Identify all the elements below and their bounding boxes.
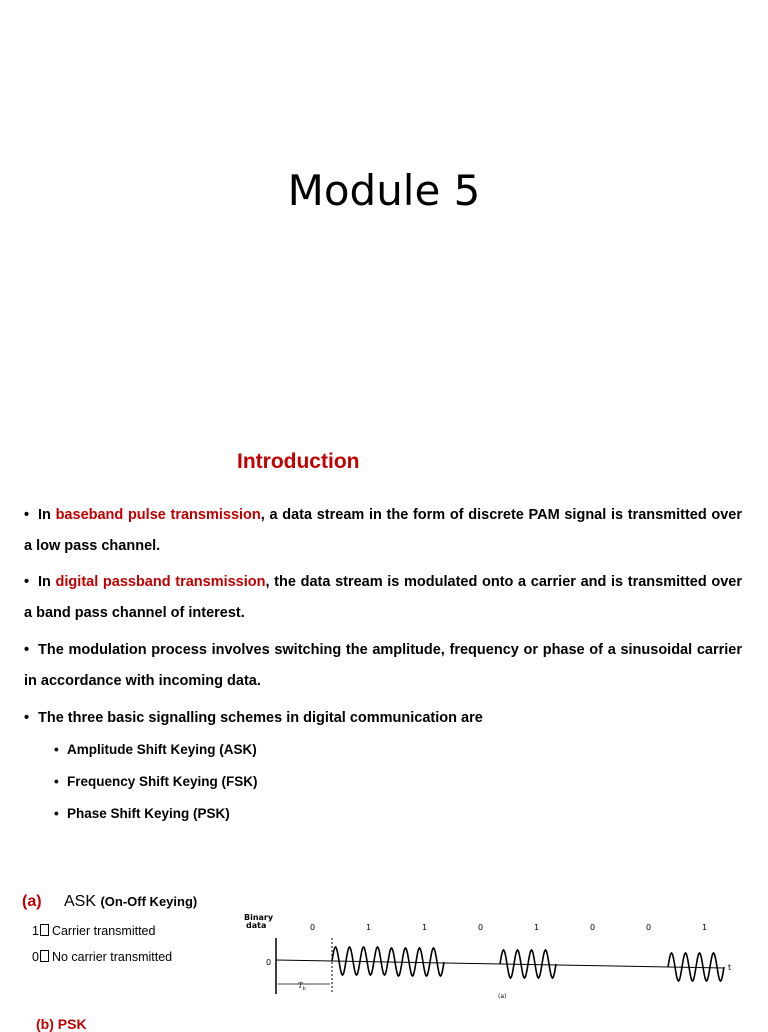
rule-text: No carrier transmitted xyxy=(51,950,173,964)
bullet-text: , the data stream is modulated onto a carrier and is transmitted over a band pass channel of interest. xyxy=(24,574,743,621)
next-section-heading: (b) PSK xyxy=(36,1016,87,1032)
scheme-label: Frequency Shift Keying (FSK) xyxy=(67,774,258,789)
highlight-term: baseband pulse transmission xyxy=(55,507,261,523)
bullet-dot: • xyxy=(24,642,30,658)
bit-labels xyxy=(310,923,707,932)
bit-label: 0 xyxy=(478,923,484,932)
ask-subtitle: (On-Off Keying) xyxy=(100,894,198,909)
bullet-dot: • xyxy=(24,574,30,590)
bullet-dot: • xyxy=(54,742,59,757)
carrier-bursts xyxy=(332,947,724,981)
ask-waveform-diagram xyxy=(236,908,736,1004)
bullet-text: In xyxy=(38,507,56,523)
ask-name: ASK xyxy=(64,893,97,910)
bullet-dot: • xyxy=(54,806,59,821)
ask-heading xyxy=(64,893,197,911)
diagram-ylabel-2: data xyxy=(246,921,267,930)
zero-label: 0 xyxy=(266,958,272,967)
arrow-placeholder-icon xyxy=(40,950,49,962)
bit-label: 0 xyxy=(590,923,596,932)
bullet-dot: • xyxy=(24,710,30,726)
bullet-modulation xyxy=(24,635,742,697)
ask-rule-2 xyxy=(32,950,172,964)
rule-text: Carrier transmitted xyxy=(51,924,156,938)
page-title: Module 5 xyxy=(287,166,481,215)
scheme-item xyxy=(54,804,230,824)
scheme-label: Amplitude Shift Keying (ASK) xyxy=(67,742,257,757)
bullet-text: The three basic signalling schemes in digital communication are xyxy=(38,710,483,726)
scheme-item xyxy=(54,772,258,792)
bullet-text: , a data stream in the form of discrete PAM signal is transmitted over a low pass channel. xyxy=(24,507,742,554)
bullet-passband xyxy=(24,567,742,629)
bullet-baseband xyxy=(24,500,742,562)
ask-letter: (a) xyxy=(22,893,42,910)
diagram-ylabel: Binary data xyxy=(244,913,274,930)
bullet-dot: • xyxy=(24,507,30,523)
bit-label: 1 xyxy=(702,923,708,932)
ask-rule-1 xyxy=(32,924,155,938)
highlight-term: digital passband transmission xyxy=(55,574,266,590)
bullet-dot: • xyxy=(54,774,59,789)
bit-label: 1 xyxy=(534,923,540,932)
bit-label: 1 xyxy=(366,923,372,932)
bit-label: 0 xyxy=(310,923,316,932)
scheme-label: Phase Shift Keying (PSK) xyxy=(67,806,230,821)
rule-digit: 0 xyxy=(32,950,39,964)
rule-digit: 1 xyxy=(32,924,39,938)
section-heading: Introduction xyxy=(237,450,360,473)
bit-label: 1 xyxy=(422,923,428,932)
bullet-text: In xyxy=(38,574,56,590)
arrow-placeholder-icon xyxy=(40,924,49,936)
bullet-text: The modulation process involves switching the amplitude, frequency or phase of a sinusoidal carrier in accordance with incoming data. xyxy=(24,642,742,689)
period-label: $T_b$ xyxy=(298,982,306,992)
diagram-caption: (a) xyxy=(498,993,507,1000)
scheme-item xyxy=(54,740,257,760)
bullet-schemes xyxy=(24,703,742,734)
bit-label: 0 xyxy=(646,923,652,932)
axis-label: t xyxy=(728,963,732,972)
